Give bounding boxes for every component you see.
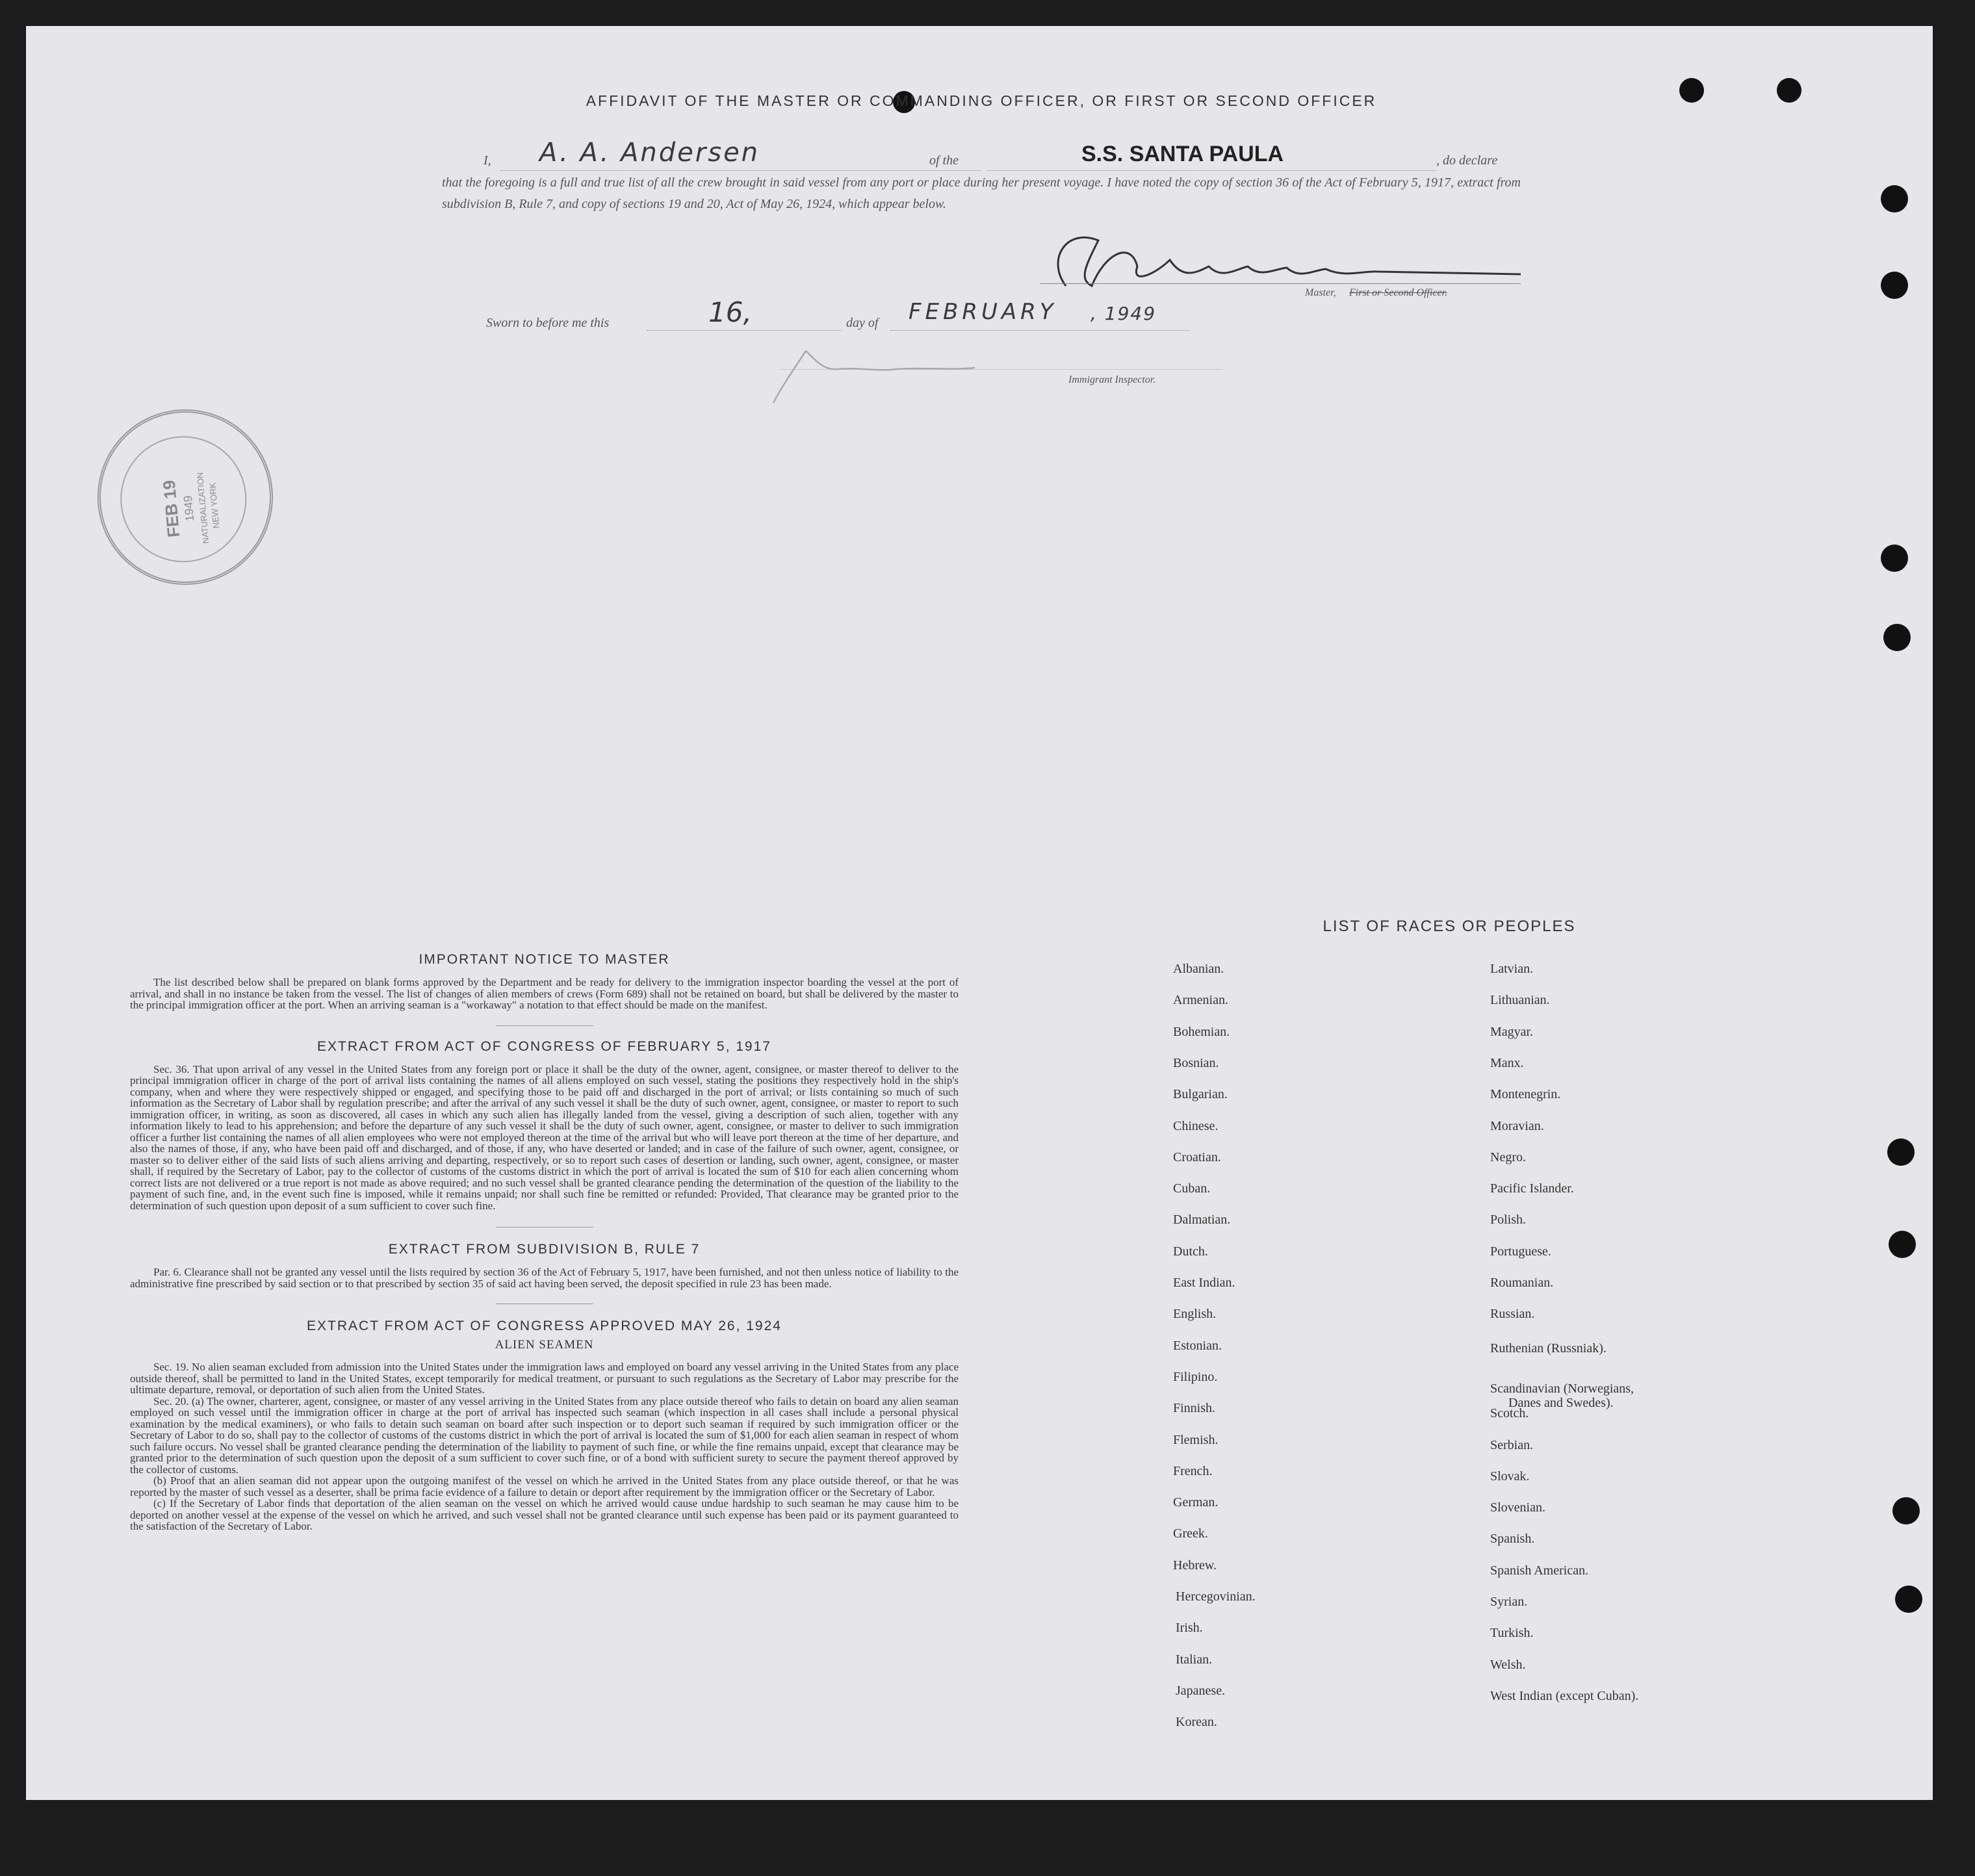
race-item: Manx. <box>1490 1055 1524 1070</box>
race-item: Flemish. <box>1173 1432 1219 1447</box>
race-item: Korean. <box>1176 1715 1217 1730</box>
race-item: Cuban. <box>1173 1181 1211 1196</box>
naturalization-stamp <box>90 402 281 593</box>
declaration-text: that the foregoing is a full and true list of all the crew brought in said vessel from any port or place during her present voyage. I have noted the copy of section 36 of the Act of February 5, 1917, extract from subdivision B, Rule 7, and copy of sections 19 and 20, Act of May 26, 1924, which appear below. <box>442 175 1521 211</box>
race-item: Serbian. <box>1490 1437 1534 1452</box>
punch-hole <box>1889 1231 1916 1258</box>
punch-hole <box>1883 624 1911 651</box>
master-signature <box>1040 201 1534 299</box>
notice-text: The list described below shall be prepared on blank forms approved by the Department and be ready for delivery to the immigration inspector boarding the vessel at the port of arrival, and shall in no instance be taken from the vessel. The list of changes of alien members of crews (Form 689) shall not be retained on board, but shall be delivered by the master to the principal immigration officer at the port. When an arriving seaman is a "workaway" a notation to that effect should be made on the manifest. <box>130 976 959 1011</box>
stamp-year: 1949 <box>181 495 197 522</box>
punch-hole <box>1881 545 1908 572</box>
day-underline <box>647 330 842 331</box>
race-item: East Indian. <box>1173 1276 1235 1290</box>
race-item: Spanish American. <box>1490 1563 1589 1578</box>
extract-1917-title: EXTRACT FROM ACT OF CONGRESS OF FEBRUARY 5, 1917 <box>317 1038 771 1054</box>
i-label: I, <box>484 153 491 168</box>
rule-7-text: Par. 6. Clearance shall not be granted any vessel until the lists required by section 36 of the Act of February 5, 1917, have been furnished, and not then unless notice of liability to the administrative fine prescribed by said section or to that prescribed by section 35 of said act having been served, the deposit specified in rule 23 has been made. <box>130 1266 959 1290</box>
name-underline <box>500 170 981 171</box>
punch-hole <box>1679 78 1704 103</box>
race-item: English. <box>1173 1307 1217 1322</box>
race-item: Armenian. <box>1173 993 1228 1008</box>
stamp-office: NATURALIZATION <box>194 472 211 545</box>
master-label: Master, <box>1305 287 1336 298</box>
race-item: Portuguese. <box>1490 1244 1551 1259</box>
race-item: Welsh. <box>1490 1657 1526 1672</box>
race-item: Moravian. <box>1490 1118 1544 1133</box>
sworn-year: , 1949 <box>1091 303 1157 324</box>
race-item: Ruthenian (Russniak). <box>1490 1341 1607 1356</box>
sworn-day-handwritten: 16, <box>708 296 752 328</box>
vessel-underline <box>988 170 1436 171</box>
sec-19-text: Sec. 19. No alien seaman excluded from admission into the United States under the immigration laws and employed on board any vessel arriving in the United States from any place outside thereof, shall be permitted to land in the United States, except temporarily for medical treatment, or pursuant to such regulations as the Secretary of Labor may prescribe for the ultimate departure, removal, or deportation of such alien from the United States. <box>130 1361 959 1396</box>
punch-hole <box>1881 272 1908 299</box>
divider <box>496 1025 593 1026</box>
vessel-name: S.S. SANTA PAULA <box>1081 142 1284 166</box>
race-item: Negro. <box>1490 1150 1526 1164</box>
race-item: Slovak. <box>1490 1469 1530 1484</box>
race-item: Pacific Islander. <box>1490 1181 1574 1196</box>
race-item: West Indian (except Cuban). <box>1490 1688 1639 1703</box>
race-item: French. <box>1173 1463 1213 1478</box>
race-item: Bulgarian. <box>1173 1087 1228 1102</box>
race-item: Estonian. <box>1173 1338 1222 1353</box>
struck-officer-label: First or Second Officer. <box>1349 287 1448 298</box>
race-item: Filipino. <box>1173 1369 1218 1384</box>
race-item: Irish. <box>1176 1621 1203 1636</box>
race-item: Bohemian. <box>1173 1024 1230 1039</box>
extract-1917-text: Sec. 36. That upon arrival of any vessel in the United States from any foreign port or place it shall be the duty of the owner, agent, consignee, or master thereof to deliver to the principal immigration officer in charge of the port of arrival lists containing the names of all aliens employed on such vessel, stating the positions they respectively hold in the ship's company, when and where they were respectively shipped or engaged, and specifying those to be paid off and discharged in the port of arrival; or lists containing so much of such information as the Secretary of Labor shall by regulation prescribe; and after the arrival of any such vessel it shall be the duty of such owner, agent, consignee, or master to report to such immigration officer, in writing, as soon as discovered, all cases in which any such alien has illegally landed from the vessel, giving a description of such alien, together with any information likely to lead to his apprehension; and before the departure of any such vessel it shall be the duty of such owner, agent, consignee, or master to deliver to such immigration officer a further list containing the names of all alien employees who were not employed thereon at the time of the arrival but who will leave port thereon at the time of her departure, and also the names of those, if any, who have been paid off and discharged, and of those, if any, who have deserted or landed; and in case of the failure of such owner, agent, consignee, or master so to deliver either of the said lists of such aliens arriving and departing, respectively, or so to report such cases of desertion or landing, such owner, agent, consignee, or master shall, if required by the Secretary of Labor, pay to the collector of customs of the customs district in which the port of arrival is located the sum of $10 for each alien concerning whom correct lists are not delivered or a true report is not made as above required; and no such vessel shall be granted clearance pending the determination of the question of the liability to the payment of such fine, and, in the event such fine is imposed, while it remains unpaid; nor shall such fine be remitted or refunded: Provided, That clearance may be granted prior to the determination of such question upon deposit of a sum sufficient to cover such fine. <box>130 1062 959 1212</box>
race-item: Russian. <box>1490 1307 1535 1322</box>
punch-hole <box>1887 1138 1915 1166</box>
punch-hole <box>1881 185 1908 212</box>
race-item: Danes and Swedes). <box>1508 1395 1614 1410</box>
race-item: Turkish. <box>1490 1626 1534 1641</box>
month-underline <box>890 330 1189 331</box>
inspector-underline <box>780 369 1222 370</box>
race-item: Bosnian. <box>1173 1055 1219 1070</box>
race-item: Dalmatian. <box>1173 1213 1231 1227</box>
race-item: Chinese. <box>1173 1118 1219 1133</box>
alien-seamen-subtitle: ALIEN SEAMEN <box>495 1338 594 1352</box>
punch-hole <box>1777 78 1801 103</box>
punch-hole <box>1895 1586 1922 1613</box>
sworn-month-handwritten: FEBRUARY <box>909 299 1057 325</box>
legal-column <box>130 952 959 1532</box>
sec-20b-text: (b) Proof that an alien seaman did not appear upon the outgoing manifest of the vessel on which he arrived in the United States from any place outside thereof, or that he was reported by the master of such vessel as a deserter, shall be prima facie evidence of a failure to detain or deport after requirement by the immigration officer or the Secretary of Labor. <box>130 1474 959 1498</box>
race-item: Scotch. <box>1490 1406 1529 1421</box>
punch-hole <box>1892 1497 1920 1524</box>
races-title: LIST OF RACES OR PEOPLES <box>1323 918 1576 935</box>
race-item: Greek. <box>1173 1526 1208 1541</box>
race-item: Italian. <box>1176 1652 1213 1667</box>
race-item: Hebrew. <box>1173 1558 1217 1573</box>
race-item: Albanian. <box>1173 962 1224 976</box>
race-item: German. <box>1173 1495 1219 1510</box>
stamp-city: NEW YORK <box>207 482 222 529</box>
race-item: Japanese. <box>1176 1683 1226 1698</box>
signature-text: A A Andersen <box>1040 201 1044 202</box>
race-item: Dutch. <box>1173 1244 1208 1259</box>
race-item: Montenegrin. <box>1490 1087 1561 1102</box>
of-the-label: of the <box>929 153 959 168</box>
day-of-label: day of <box>846 316 879 330</box>
race-item: Latvian. <box>1490 962 1534 976</box>
rule-7-title: EXTRACT FROM SUBDIVISION B, RULE 7 <box>388 1242 701 1257</box>
race-item: Croatian. <box>1173 1150 1221 1164</box>
affidavit-heading: AFFIDAVIT OF THE MASTER OR COMMANDING OFFICER, OR FIRST OR SECOND OFFICER <box>586 92 1377 109</box>
inspector-label: Immigrant Inspector. <box>1068 374 1156 385</box>
race-item: Scandinavian (Norwegians, <box>1490 1381 1634 1396</box>
do-declare-label: , do declare <box>1436 153 1498 168</box>
notice-title: IMPORTANT NOTICE TO MASTER <box>419 952 670 967</box>
signature-underline <box>1040 283 1521 284</box>
sec-20a-text: Sec. 20. (a) The owner, charterer, agent, consignee, or master of any vessel arriving in the United States from any place outside thereof who fails to detain on board any alien seaman employed on such vessel until the immigration officer in charge at the port of arrival has inspected such seaman (which inspection in all cases shall include a personal physical examination by the medical examiners), or who fails to detain such seaman on board after such inspection or to deport such seaman if required by such immigration officer or the Secretary of Labor to do so, shall pay to the collector of customs of the customs district in which the port of arrival is located the sum of $1,000 for each alien seaman in respect of whom such failure occurs. No vessel shall be granted clearance pending the determination of the liability to payment of such fine, or while the fine remains unpaid, except that clearance may be granted prior to the determination of such question upon the deposit of a sum sufficient to cover such fine, or of a bond with sufficient surety to secure the payment thereof approved by the collector of customs. <box>130 1394 959 1476</box>
master-name-handwritten: A. A. Andersen <box>539 138 760 168</box>
race-item: Finnish. <box>1173 1401 1216 1416</box>
document-page <box>26 26 1933 1800</box>
race-item: Magyar. <box>1490 1024 1534 1039</box>
sworn-label: Sworn to before me this <box>486 316 610 330</box>
sec-20c-text: (c) If the Secretary of Labor finds that deportation of the alien seaman on the vessel on which he arrived would cause undue hardship to such seaman he may cause him to be deported on another vessel at the expense of the vessel on which he arrived, and such vessel shall not be granted clearance until such expense has been paid or its payment guaranteed to the satisfaction of the Secretary of Labor. <box>130 1497 959 1532</box>
inspector-signature <box>767 331 1066 409</box>
race-item: Lithuanian. <box>1490 993 1550 1008</box>
race-item: Spanish. <box>1490 1532 1535 1547</box>
stamp-date: FEB 19 <box>159 479 184 539</box>
race-item: Slovenian. <box>1490 1500 1545 1515</box>
race-item: Hercegovinian. <box>1176 1589 1256 1604</box>
extract-1924-title: EXTRACT FROM ACT OF CONGRESS APPROVED MAY 26, 1924 <box>307 1318 782 1333</box>
race-item: Polish. <box>1490 1213 1527 1227</box>
race-item: Syrian. <box>1490 1595 1528 1609</box>
race-item: Roumanian. <box>1490 1276 1554 1290</box>
